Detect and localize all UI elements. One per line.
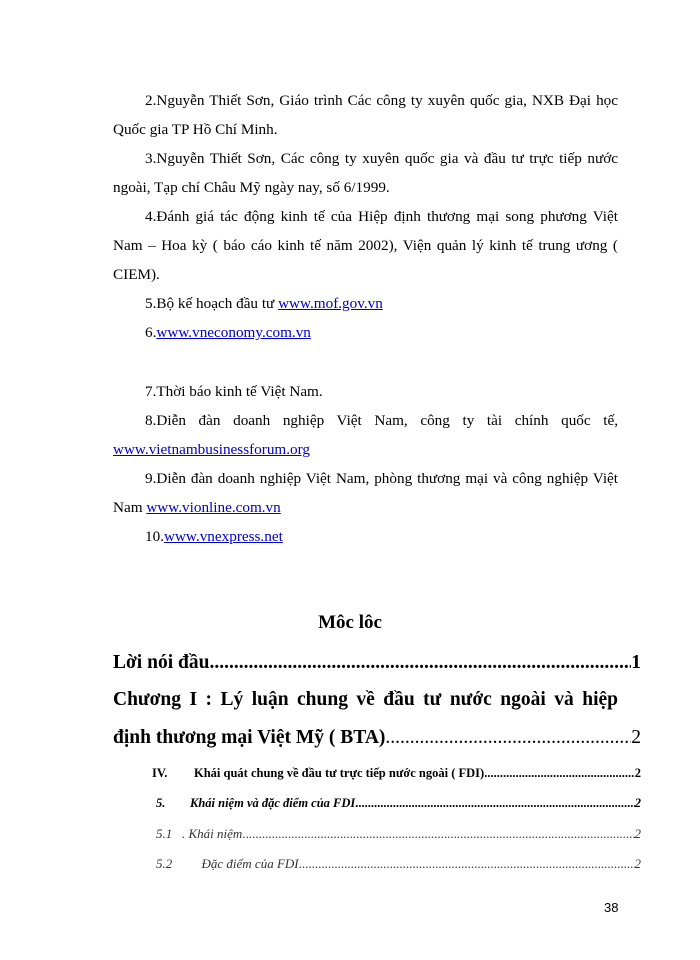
toc-entry-iv[interactable] (152, 766, 641, 781)
toc-entry-5-1[interactable] (156, 826, 641, 842)
toc-page-number: 2 (634, 796, 641, 810)
toc-entry-chuong-1-cont[interactable] (113, 727, 641, 749)
reference-8: 8.Diễn đàn doanh nghiệp Việt Nam, công ty tài chính quốc tế, www.vietnambusinessforum.org (113, 412, 618, 458)
reference-9-link[interactable]: www.vionline.com.vn (146, 499, 281, 516)
reference-10-link[interactable]: www.vnexpress.net (163, 528, 283, 545)
reference-10: 10.www.vnexpress.net (145, 528, 283, 545)
toc-entry-number: IV. (152, 766, 168, 780)
toc-entry-title: Đặc điểm của FDI (182, 856, 299, 871)
toc-entry-number: 5.1 (156, 826, 173, 841)
toc-entry-title: . Khái niệm (182, 826, 243, 841)
toc-entry-text: Chương I : Lý luận chung về đầu tư nước ngoài và hiệp (113, 689, 618, 710)
toc-entry-title: Khái niệm và đặc điểm của FDI (190, 796, 356, 810)
reference-4: 4.Đánh giá tác động kinh tế của Hiệp định thương mại song phương Việt Nam – Hoa kỳ ( báo cáo kinh tế năm 2002), Viện quản lý kinh tế trung ương ( CIEM). (113, 208, 618, 283)
toc-page-number: 2 (634, 766, 641, 780)
toc-page-number: 2 (634, 856, 641, 871)
reference-7: 7.Thời báo kinh tế Việt Nam. (145, 383, 323, 400)
toc-page-number: 2 (631, 727, 641, 748)
reference-8-link[interactable]: www.vietnambusinessforum.org (113, 441, 310, 458)
reference-3: 3.Nguyễn Thiết Sơn, Các công ty xuyên quốc gia và đầu tư trực tiếp nước ngoài, Tạp chí Châu Mỹ ngày nay, số 6/1999. (113, 150, 618, 196)
toc-leader (355, 796, 634, 811)
toc-leader (385, 727, 631, 749)
page-number: 38 (604, 900, 619, 915)
toc-entry-text (156, 826, 242, 842)
toc-entry-text: Lời nói đầu (113, 652, 210, 673)
toc-leader (242, 826, 634, 842)
reference-2: 2.Nguyễn Thiết Sơn, Giáo trình Các công ty xuyên quốc gia, NXB Đại học Quốc gia TP Hồ Chí Minh. (113, 92, 618, 138)
toc-entry-number: 5. (156, 796, 166, 810)
reference-5-link[interactable]: www.mof.gov.vn (278, 295, 383, 312)
reference-5: 5.Bộ kế hoạch đầu tư www.mof.gov.vn (145, 295, 383, 312)
toc-leader (484, 766, 635, 781)
toc-entry-number: 5.2 (156, 856, 173, 871)
toc-entry-text (156, 856, 299, 872)
toc-page-number: 1 (631, 652, 641, 673)
toc-page-number: 2 (634, 826, 641, 841)
toc-title: Môc lôc (318, 612, 382, 633)
toc-entry-5[interactable] (156, 796, 641, 811)
toc-entry-text: định thương mại Việt Mỹ ( BTA) (113, 727, 386, 748)
toc-entry-text (152, 766, 484, 781)
toc-leader (299, 856, 635, 872)
toc-entry-5-2[interactable] (156, 856, 641, 872)
toc-entry-chuong-1[interactable] (113, 689, 618, 711)
toc-entry-text (156, 796, 355, 811)
reference-9: 9.Diễn đàn doanh nghiệp Việt Nam, phòng thương mại và công nghiệp Việt Nam www.vionline.com.vn (113, 470, 618, 516)
toc-entry-loi-noi-dau[interactable] (113, 652, 641, 674)
reference-6: 6.www.vneconomy.com.vn (145, 324, 311, 341)
toc-entry-title: Khái quát chung về đầu tư trực tiếp nước ngoài ( FDI) (194, 766, 485, 780)
toc-leader (209, 652, 631, 674)
reference-6-link[interactable]: www.vneconomy.com.vn (156, 324, 311, 341)
